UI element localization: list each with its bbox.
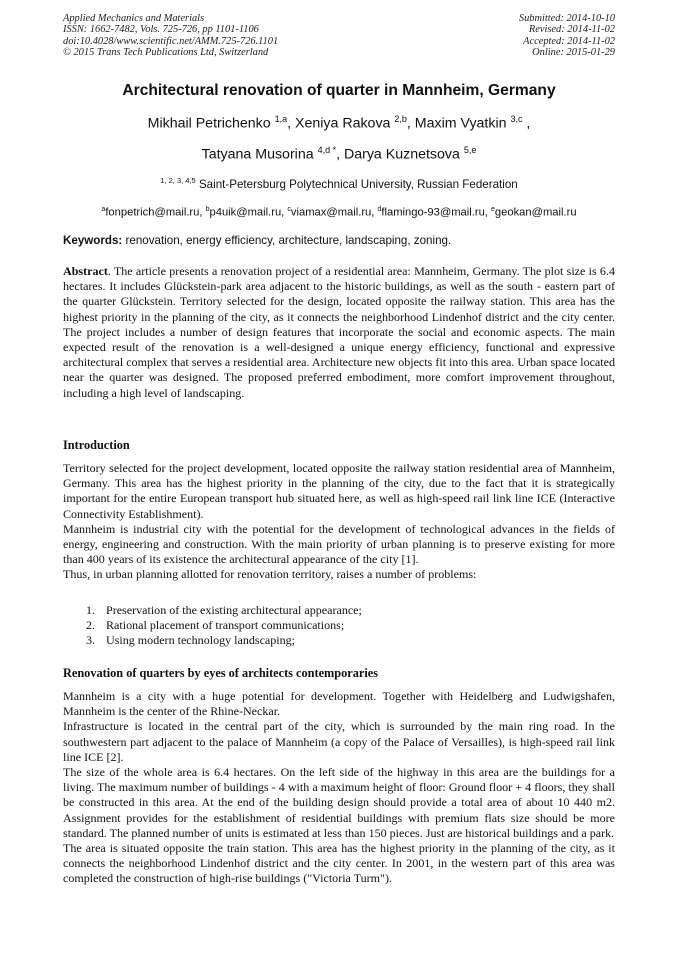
emails xyxy=(0,206,678,219)
section-heading-introduction: Introduction xyxy=(63,438,130,452)
email-marker: c xyxy=(287,206,291,213)
list-number: 3. xyxy=(86,633,96,648)
abstract-label: Abstract xyxy=(63,264,108,278)
dates-header xyxy=(519,13,615,59)
keywords-label: Keywords: xyxy=(63,234,123,247)
renovation-body xyxy=(63,689,615,887)
author-name: Mikhail Petrichenko xyxy=(147,115,271,132)
date-revised: Revised: 2014-11-02 xyxy=(528,24,615,36)
paragraph: The size of the whole area is 6.4 hectares. On the left side of the highway in this area are the buildings for a living. The maximum number of buildings - 4 with a maximum height of floor: Ground floor + 4 floors, they shall be constructed in this area. At the end of the building design should provide a total area of about 10 440 m2. Assignment provides for the establishment of residential buildings with premium flats size should be more standard. The planned number of units is estimated at less than 150 pieces. Just are historical buildings and a park. xyxy=(63,765,615,840)
authors-line-2: Tatyana Musorina $^{4,d *}$, Darya Kuznetsova $^{5,e}$ xyxy=(201,145,477,163)
email-marker: b xyxy=(205,206,210,213)
affiliation xyxy=(0,176,678,191)
email-marker: a xyxy=(101,206,106,213)
abstract-text: . The article presents a renovation project of a residential area: Mannheim, Germany. The plot size is 6.4 hectares. It includes Glückstein-park area adjacent to the historic buildings, as well as the south - eastern part of the quarter Glückstein. Territory selected for the design, located opposite the railway station. This area has the highest priority in the planning of the city, as it connects the neighborhood Lindenhof district and the city center. The project includes a number of design features that incorporate the social and economic aspects. The main expected result of the renovation is a well-designed a unique energy efficiency, functional and expressive architectural complex that serves a residential area. Architecture new objects fit into this area. Urban space located near the quarter was designed. The proposed preferred embodiment, more comfort improvement throughout, including a high level of landscaping. xyxy=(63,264,615,400)
keywords-text: renovation, energy efficiency, architecture, landscaping, zoning. xyxy=(125,234,452,247)
journal-issn: ISSN: 1662-7482, Vols. 725-726, pp 1101-1106 xyxy=(63,24,259,36)
paragraph: The area is situated opposite the train station. This area has the highest priority in the planning of the city, as it connects the neighborhood Lindenhof district and the city center. In 2001, in the western part of this area was completed the construction of high-rise buildings ("Victoria Turm"). xyxy=(63,841,615,886)
list-number: 2. xyxy=(86,618,96,633)
list-text: Rational placement of transport communications; xyxy=(106,618,345,633)
author-name: Darya Kuznetsova xyxy=(343,146,460,163)
paragraph: Territory selected for the project development, located opposite the railway station residential area of Mannheim, Germany. This area has the highest priority in the planning of the city, due to the fact that it is strategically important for the entire European transport hub situated here, as well as high-speed rail link line ICE (Interactive Connectivity Establishment). xyxy=(63,461,615,521)
keywords xyxy=(63,234,623,247)
author-name: Maxim Vyatkin xyxy=(414,115,507,132)
email-marker: d xyxy=(377,206,382,213)
email-link[interactable]: flamingo-93@mail.ru, xyxy=(381,206,488,219)
author-affil: 1,a xyxy=(274,114,288,124)
email-link[interactable]: viamax@mail.ru, xyxy=(290,206,375,219)
paragraph: Mannheim is a city with a huge potential for development. Together with Heidelberg and Ludwigshafen, Mannheim is the center of the Rhine-Neckar. xyxy=(63,689,615,719)
author-affil: 5,e xyxy=(463,145,477,155)
authors-line-1: Mikhail Petrichenko $^{1,a}$, Xeniya Rakova $^{2,b}$, Maxim Vyatkin $^{3,c}$ , xyxy=(147,114,531,132)
paper-title: Architectural renovation of quarter in Mannheim, Germany xyxy=(122,82,556,99)
journal-name: Applied Mechanics and Materials xyxy=(63,13,205,24)
list-text: Using modern technology landscaping; xyxy=(106,633,296,648)
email-link[interactable]: fonpetrich@mail.ru, xyxy=(105,206,203,219)
paragraph: Thus, in urban planning allotted for renovation territory, raises a number of problems: xyxy=(63,567,477,582)
journal-copyright: © 2015 Trans Tech Publications Ltd, Switzerland xyxy=(63,47,269,59)
author-affil: 4,d * xyxy=(317,145,337,155)
author-affil: 3,c xyxy=(510,114,523,124)
email-link[interactable]: p4uik@mail.ru, xyxy=(209,206,285,219)
author-affil: 2,b xyxy=(394,114,407,124)
paragraph: Infrastructure is located in the central part of the city, which is surrounded by the main ring road. In the southwestern part adjacent to the palace of Mannheim (a copy of the Palace of Versailles), is high-speed rail link line ICE [2]. xyxy=(63,719,615,764)
email-marker: e xyxy=(491,206,495,213)
paragraph: Mannheim is industrial city with the potential for the development of technological advances in the fields of energy, engineering and construction. With the main priority of urban planning is to preserve existing for more than 400 years of its existence the architectural appearance of the city [1]. xyxy=(63,521,615,567)
list-item xyxy=(86,633,362,648)
list-item xyxy=(86,618,362,633)
problem-list xyxy=(86,603,362,649)
author-name: Tatyana Musorina xyxy=(201,146,314,163)
date-accepted: Accepted: 2014-11-02 xyxy=(523,35,615,47)
journal-doi: doi:10.4028/www.scientific.net/AMM.725-726.1101 xyxy=(63,35,279,47)
abstract xyxy=(63,264,615,401)
date-submitted: Submitted: 2014-10-10 xyxy=(518,13,615,24)
list-text: Preservation of the existing architectural appearance; xyxy=(106,603,362,617)
date-online: Online: 2015-01-29 xyxy=(532,47,615,59)
list-item xyxy=(86,603,362,618)
affiliation-numbers: 1, 2, 3, 4,5 xyxy=(160,176,196,185)
introduction-body xyxy=(63,461,615,583)
list-number: 1. xyxy=(86,603,96,617)
journal-header xyxy=(63,13,278,59)
author-name: Xeniya Rakova xyxy=(295,115,391,132)
section-heading-renovation: Renovation of quarters by eyes of architects contemporaries xyxy=(63,666,378,680)
email-link[interactable]: geokan@mail.ru xyxy=(494,206,577,219)
affiliation-text: Saint-Petersburg Polytechnical University, Russian Federation xyxy=(198,177,518,191)
